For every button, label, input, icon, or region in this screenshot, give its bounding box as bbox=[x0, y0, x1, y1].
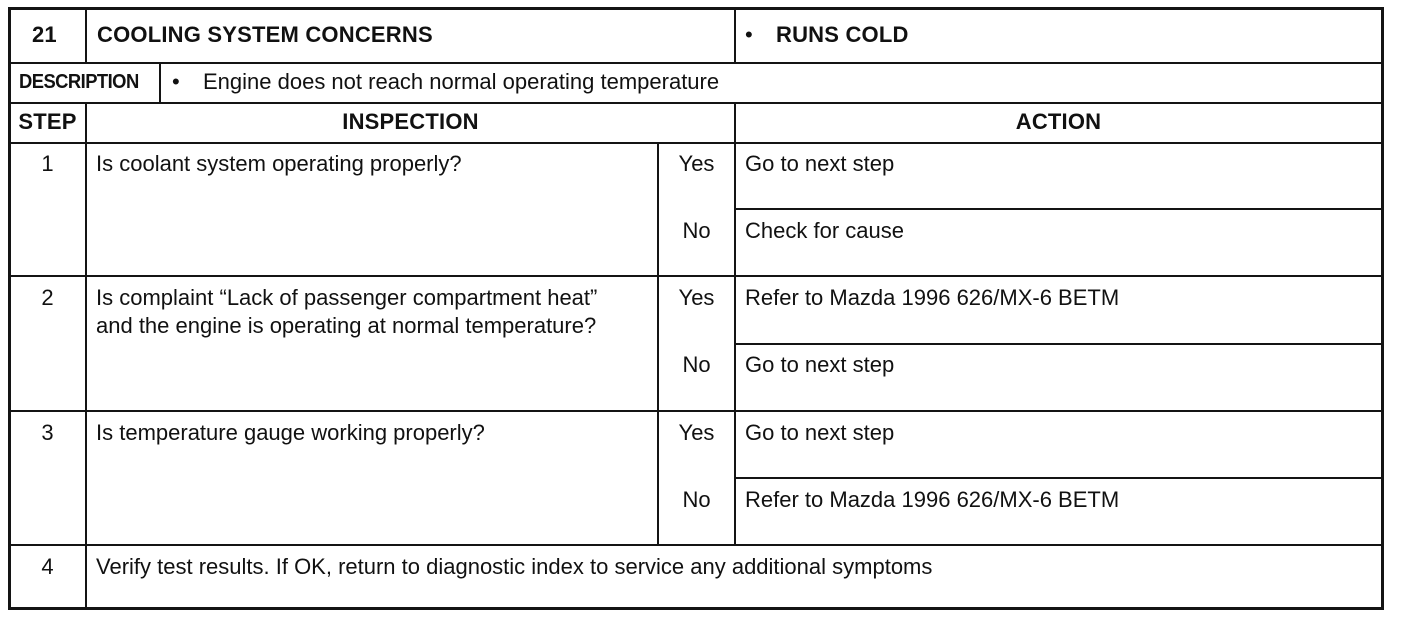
rule-below-step3 bbox=[8, 544, 1384, 546]
rule-below-description bbox=[8, 102, 1384, 104]
rule-step1-mid bbox=[734, 208, 1384, 210]
table-border-top bbox=[8, 7, 1384, 10]
rule-inspection-action bbox=[734, 102, 736, 544]
rule-step-column bbox=[85, 102, 87, 609]
inspection-question-line2: and the engine is operating at normal temperature? bbox=[96, 313, 597, 338]
column-action: ACTION bbox=[1015, 109, 1102, 134]
no-action: Go to next step bbox=[745, 352, 895, 377]
step-number: 4 bbox=[41, 554, 54, 579]
step-number: 3 bbox=[41, 420, 54, 445]
yes-label: Yes bbox=[678, 151, 715, 176]
rule-below-step2 bbox=[8, 410, 1384, 412]
header-symptom: RUNS COLD bbox=[776, 22, 909, 47]
header-bullet: • bbox=[745, 22, 753, 47]
rule-below-columns bbox=[8, 142, 1384, 144]
header-number: 21 bbox=[32, 22, 57, 47]
description-label: DESCRIPTION bbox=[19, 71, 139, 93]
yes-action: Go to next step bbox=[745, 151, 895, 176]
rule-below-header bbox=[8, 62, 1384, 64]
no-label: No bbox=[682, 487, 711, 512]
rule-yes-no-column bbox=[657, 142, 659, 544]
rule-step2-mid bbox=[734, 343, 1384, 345]
no-label: No bbox=[682, 218, 711, 243]
rule-description-label bbox=[159, 62, 161, 102]
inspection-question: Is temperature gauge working properly? bbox=[96, 420, 485, 445]
column-inspection: INSPECTION bbox=[342, 109, 479, 134]
yes-action: Refer to Mazda 1996 626/MX-6 BETM bbox=[745, 285, 1120, 310]
description-text: Engine does not reach normal operating temperature bbox=[203, 69, 720, 94]
rule-header-symptom bbox=[734, 7, 736, 62]
header-category: COOLING SYSTEM CONCERNS bbox=[97, 22, 433, 47]
yes-action: Go to next step bbox=[745, 420, 895, 445]
step-number: 2 bbox=[41, 285, 54, 310]
yes-label: Yes bbox=[678, 285, 715, 310]
final-instruction: Verify test results. If OK, return to diagnostic index to service any additional symptoms bbox=[96, 554, 933, 579]
rule-header-number bbox=[85, 7, 87, 62]
step-number: 1 bbox=[41, 151, 54, 176]
column-step: STEP bbox=[18, 109, 77, 134]
description-bullet: • bbox=[172, 69, 180, 94]
no-action: Check for cause bbox=[745, 218, 904, 243]
no-action: Refer to Mazda 1996 626/MX-6 BETM bbox=[745, 487, 1120, 512]
no-label: No bbox=[682, 352, 711, 377]
inspection-question: Is complaint “Lack of passenger compartment heat” bbox=[96, 285, 598, 310]
rule-below-step1 bbox=[8, 275, 1384, 277]
yes-label: Yes bbox=[678, 420, 715, 445]
table-border-right bbox=[1381, 7, 1384, 609]
troubleshooting-table bbox=[8, 7, 1384, 609]
table-border-bottom bbox=[8, 607, 1384, 610]
rule-step3-mid bbox=[734, 477, 1384, 479]
inspection-question: Is coolant system operating properly? bbox=[96, 151, 462, 176]
